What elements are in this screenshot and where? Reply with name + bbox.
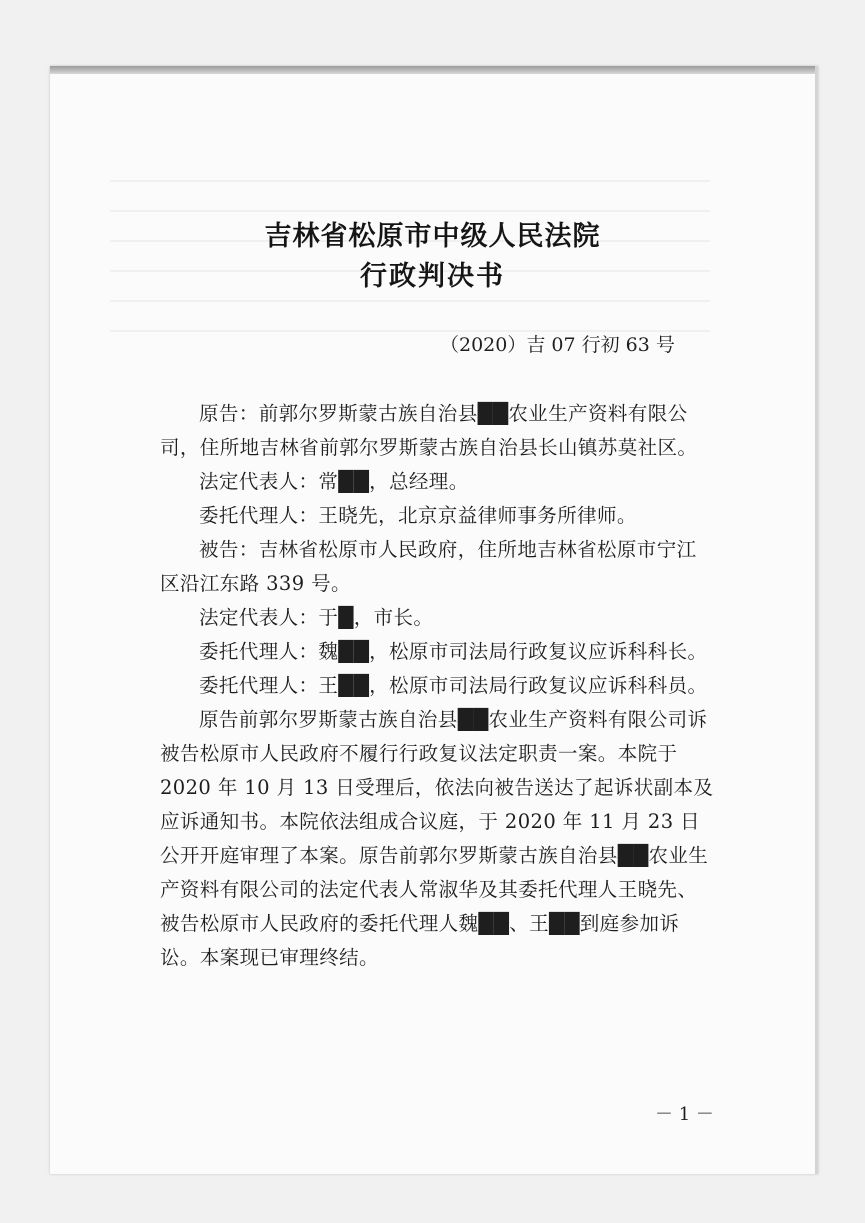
case-background-paragraph: 原告前郭尔罗斯蒙古族自治县██农业生产资料有限公司诉被告松原市人民政府不履行行政复议法定职责一案。本院于 2020 年 10 月 13 日受理后，依法向被告送达了起诉状副本及应诉通知书。本院依法组成合议庭，于 2020 年 11 月 23 日公开开庭审理了本案。原告前郭尔罗斯蒙古族自治县██农业生产资料有限公司的法定代表人常淑华及其委托代理人王晓先、被告松原市人民政府的委托代理人魏██、王██到庭参加诉讼。本案现已审理终结。 xyxy=(160,708,714,969)
page-top-edge xyxy=(50,66,818,74)
defendant-paragraph: 被告：吉林省松原市人民政府，住所地吉林省松原市宁江区沿江东路 339 号。 xyxy=(160,538,697,595)
plaintiff-paragraph: 原告：前郭尔罗斯蒙古族自治县██农业生产资料有限公司，住所地吉林省前郭尔罗斯蒙古族自治县长山镇苏莫社区。 xyxy=(160,402,698,459)
court-name: 吉林省松原市中级人民法院 xyxy=(264,221,601,252)
page-number: － 1 － xyxy=(655,1104,714,1125)
defendant-agent-paragraph: 委托代理人：王██，松原市司法局行政复议应诉科科员。 xyxy=(199,674,708,697)
document-title: 行政判决书 xyxy=(360,261,505,292)
case-number: （2020）吉 07 行初 63 号 xyxy=(440,334,675,356)
plaintiff-legal-rep-paragraph: 法定代表人：常██，总经理。 xyxy=(199,470,469,493)
defendant-legal-rep-paragraph: 法定代表人：于█，市长。 xyxy=(199,606,434,629)
plaintiff-agent-paragraph: 委托代理人：王晓先，北京京益律师事务所律师。 xyxy=(199,504,637,527)
judgment-body xyxy=(160,397,714,975)
defendant-agent-paragraph: 委托代理人：魏██，松原市司法局行政复议应诉科科长。 xyxy=(199,640,708,663)
